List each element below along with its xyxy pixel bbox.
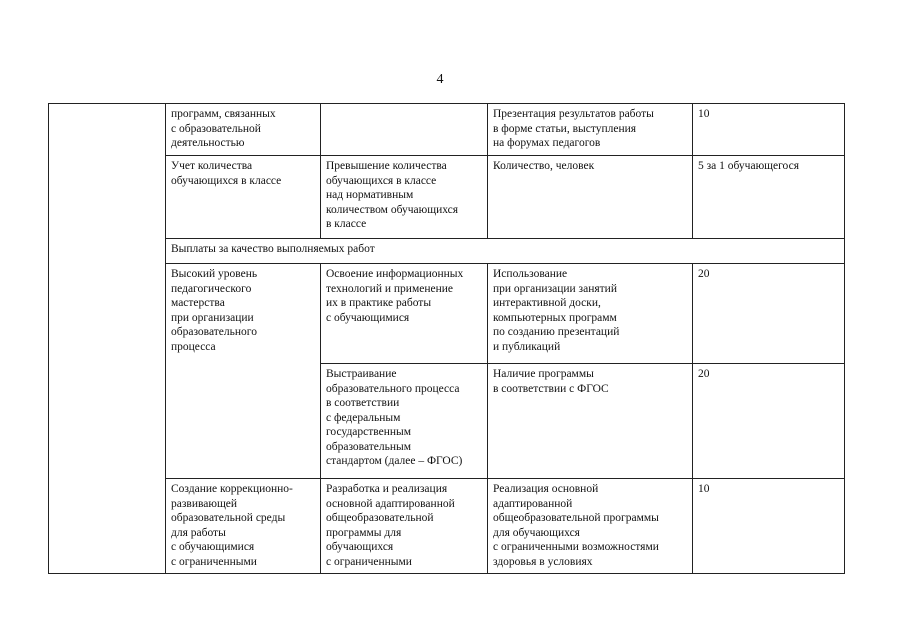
indicator-cell: [321, 156, 488, 239]
measure-cell: [488, 479, 693, 574]
measure-cell: [488, 104, 693, 156]
table-row: [49, 264, 845, 364]
points-cell: [693, 104, 845, 156]
indicator-text: Превышение количества обучающихся в классе над нормативным количеством обучающихся в классе: [326, 160, 459, 230]
measure-text: Количество, человек: [493, 160, 595, 172]
points-text: 10: [698, 108, 710, 120]
criterion-cell: [166, 104, 321, 156]
measure-text: Реализация основной адаптированной общеобразовательной программы для обучающихся с ограниченными возможностями здоровья в условиях: [493, 483, 659, 568]
indicator-text: Выстраивание образовательного процесса в соответствии с федеральным государственным образовательным стандартом (далее – ФГОС): [326, 368, 463, 467]
points-text: 5 за 1 обучающегося: [698, 160, 799, 172]
criterion-cell: [166, 156, 321, 239]
points-cell: [693, 364, 845, 479]
criterion-cell: [166, 479, 321, 574]
points-cell: [693, 479, 845, 574]
criterion-text: Высокий уровень педагогического мастерства при организации образовательного процесса: [171, 268, 258, 353]
measure-text: Презентация результатов работы в форме статьи, выступления на форумах педагогов: [493, 108, 654, 149]
indicator-text: Освоение информационных технологий и применение их в практике работы с обучающимися: [326, 268, 464, 324]
indicator-cell: [321, 264, 488, 364]
section-row: [49, 239, 845, 264]
measure-cell: [488, 264, 693, 364]
criterion-text: программ, связанных с образовательной деятельностью: [171, 108, 276, 149]
page-number: 4: [436, 72, 444, 87]
measure-cell: [488, 156, 693, 239]
table-row: [49, 156, 845, 239]
measure-text: Использование при организации занятий интерактивной доски, компьютерных программ по созданию презентаций и публикаций: [493, 268, 620, 353]
table-row: [49, 104, 845, 156]
points-text: 10: [698, 483, 710, 495]
table-row: [49, 479, 845, 574]
measure-text: Наличие программы в соответствии с ФГОС: [493, 368, 609, 395]
indicator-cell: [321, 479, 488, 574]
criterion-cell: [166, 264, 321, 479]
criteria-table: [48, 103, 845, 574]
points-text: 20: [698, 368, 710, 380]
points-cell: [693, 264, 845, 364]
points-text: 20: [698, 268, 710, 280]
section-cell: [166, 239, 845, 264]
indicator-cell: [321, 104, 488, 156]
criterion-text: Создание коррекционно- развивающей образовательной среды для работы с обучающимися с ограниченными: [171, 483, 293, 568]
section-title: Выплаты за качество выполняемых работ: [171, 243, 375, 255]
measure-cell: [488, 364, 693, 479]
position-cell: [49, 104, 166, 574]
criterion-text: Учет количества обучающихся в классе: [171, 160, 282, 187]
indicator-text: Разработка и реализация основной адаптированной общеобразовательной программы для обучающихся с ограниченными: [326, 483, 455, 568]
indicator-cell: [321, 364, 488, 479]
points-cell: [693, 156, 845, 239]
